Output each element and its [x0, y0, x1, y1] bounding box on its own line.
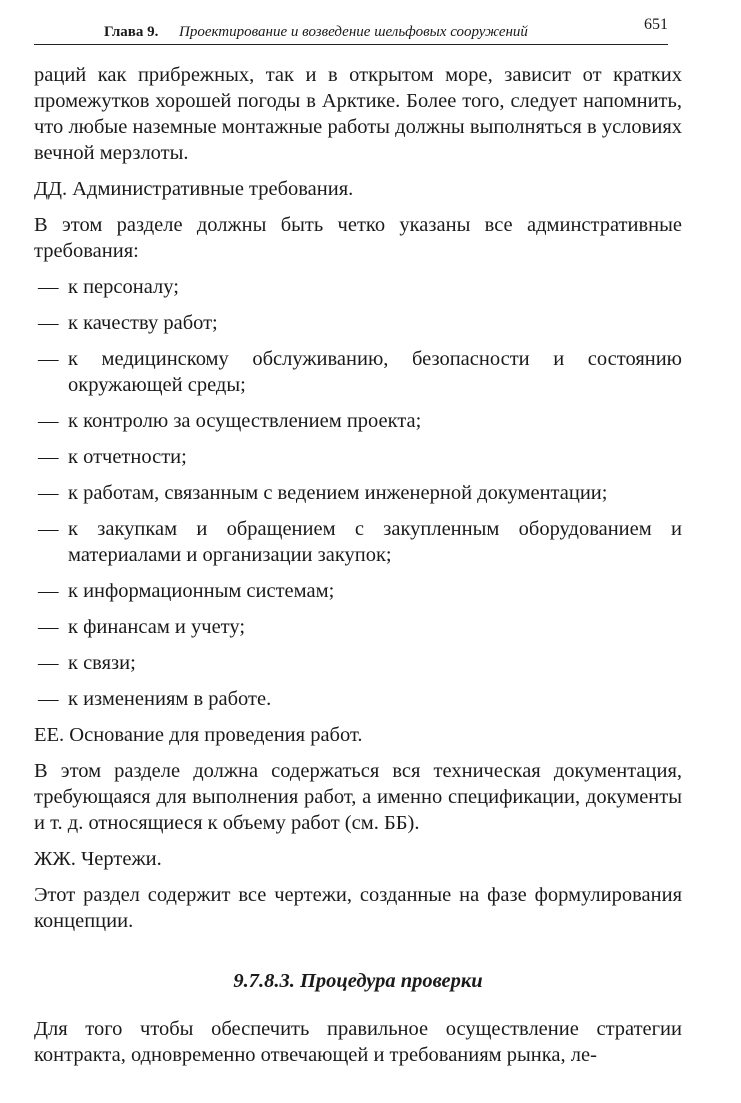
list-item-text: к закупкам и обращением с закупленным оборудованием и материалами и организации закупок;	[68, 518, 682, 566]
list-item-text: к работам, связанным с ведением инженерной документации;	[68, 482, 608, 504]
list-item-text: к изменениям в работе.	[68, 688, 272, 710]
requirements-list	[34, 274, 682, 712]
dash-marker: —	[38, 410, 59, 432]
list-item-text: к информационным системам;	[68, 580, 335, 602]
list-item-text: к медицинскому обслуживанию, безопасности и состоянию окружающей среды;	[68, 348, 682, 396]
dash-marker: —	[38, 652, 59, 674]
list-item	[34, 274, 682, 300]
dash-marker: —	[38, 616, 59, 638]
dash-marker: —	[38, 688, 59, 710]
list-item-text: к финансам и учету;	[68, 616, 246, 638]
list-item-text: к персоналу;	[68, 276, 179, 298]
dash-marker: —	[38, 518, 59, 540]
list-item	[34, 480, 682, 506]
dash-marker: —	[38, 348, 59, 370]
list-item	[34, 408, 682, 434]
page-content	[34, 62, 682, 1078]
section-zhzh-heading: ЖЖ. Чертежи.	[34, 848, 162, 870]
section-dd-intro: В этом разделе должны быть четко указаны все админстративные требования:	[34, 214, 682, 262]
dash-marker: —	[38, 312, 59, 334]
section-ee-heading: ЕЕ. Основание для проведения работ.	[34, 724, 363, 746]
list-item	[34, 310, 682, 336]
list-item	[34, 444, 682, 470]
header-title: Проектирование и возведение шельфовых сооружений	[179, 24, 528, 40]
list-item	[34, 516, 682, 568]
list-item	[34, 614, 682, 640]
header-chapter: Глава 9.	[104, 24, 159, 40]
list-item	[34, 686, 682, 712]
page-number: 651	[644, 16, 668, 33]
dash-marker: —	[38, 446, 59, 468]
section-ee-text: В этом разделе должна содержаться вся техническая документация, требующаяся для выполнения работ, а именно спецификации, документы и т. д. относящиеся к объему работ (см. ББ).	[34, 760, 682, 834]
paragraph-continuation: раций как прибрежных, так и в открытом море, зависит от кратких промежутков хорошей погоды в Арктике. Более того, следует напомнить, что любые наземные монтажные работы должны выполняться в условиях вечной мерзлоты.	[34, 64, 682, 164]
list-item-text: к контролю за осуществлением проекта;	[68, 410, 422, 432]
running-header	[34, 14, 668, 45]
subsection-heading: 9.7.8.3. Процедура проверки	[233, 970, 483, 992]
list-item	[34, 650, 682, 676]
section-dd-heading: ДД. Административные требования.	[34, 178, 354, 200]
dash-marker: —	[38, 580, 59, 602]
dash-marker: —	[38, 276, 59, 298]
list-item-text: к связи;	[68, 652, 136, 674]
list-item	[34, 346, 682, 398]
section-zhzh-text: Этот раздел содержит все чертежи, созданные на фазе формулирования концепции.	[34, 884, 682, 932]
dash-marker: —	[38, 482, 59, 504]
paragraph-final: Для того чтобы обеспечить правильное осуществление стратегии контракта, одновременно отвечающей и требованиям рынка, ле-	[34, 1018, 682, 1066]
list-item-text: к качеству работ;	[68, 312, 218, 334]
list-item-text: к отчетности;	[68, 446, 187, 468]
list-item	[34, 578, 682, 604]
